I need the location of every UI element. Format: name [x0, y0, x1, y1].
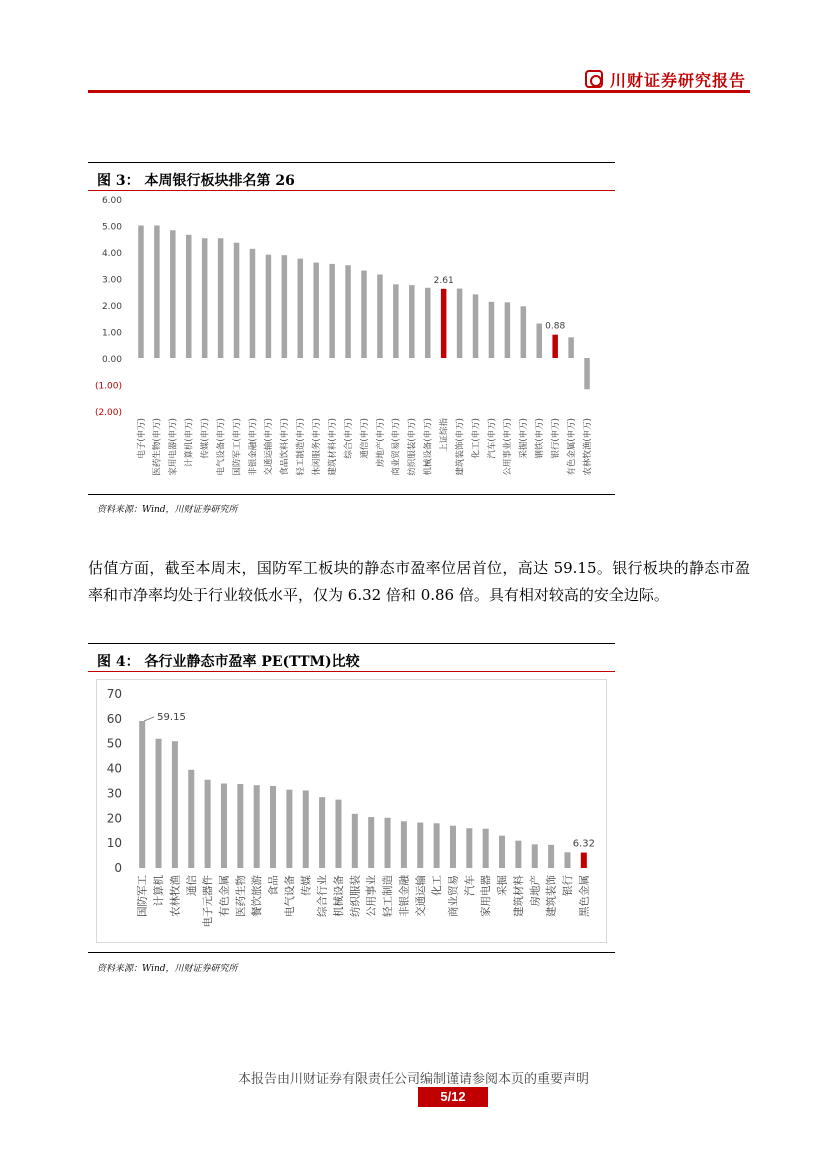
chart2-bar	[385, 818, 391, 868]
chart1-x-tick-label: 综合(申万)	[343, 418, 354, 459]
chart1-x-tick-label: 交通运输(申万)	[264, 418, 275, 476]
chart1-data-label: 2.61	[433, 275, 454, 286]
chart1-x-tick-label: 上证综指	[439, 418, 450, 453]
chart1-x-tick-label: 食品饮料(申万)	[280, 418, 291, 476]
chart1-bar	[393, 284, 399, 358]
chart2-y-tick-label: 20	[106, 811, 122, 826]
chart2-x-tick-label: 商业贸易	[447, 875, 460, 917]
chart1-x-tick-label: 公用事业(申万)	[503, 418, 514, 476]
chart1-x-tick-label: 医药生物(申万)	[152, 418, 163, 476]
chart2-x-tick-label: 食品	[267, 875, 280, 896]
figure4-source: 资料来源：Wind，川财证券研究所	[97, 964, 238, 974]
chart2-bar	[286, 790, 292, 868]
chart2-x-tick-label: 农林牧渔	[169, 875, 182, 917]
chart1-bar	[170, 230, 176, 358]
chart2-y-tick-label: 30	[106, 786, 122, 801]
chart1-bar	[345, 265, 351, 358]
chart1-bar	[361, 271, 367, 358]
chart1-y-tick-label: 0.00	[101, 355, 122, 365]
chart2-y-tick-label: 0	[114, 861, 122, 875]
chart2-bar	[466, 828, 472, 868]
figure4-chart	[96, 679, 607, 943]
chart1-bar	[218, 238, 224, 358]
chart2-x-tick-label: 轻工制造	[382, 875, 395, 917]
chart2-x-tick-label: 纺织服装	[349, 875, 362, 917]
body-paragraph: 估值方面，截至本周末，国防军工板块的静态市盈率位居首位，高达 59.15。银行板块的静态市盈率和市净率均处于行业较低水平，仅为 6.32 倍和 0.86 倍。具有相对较高的安全边际。	[88, 559, 750, 604]
chart1-bar	[441, 289, 447, 358]
chart2-bar	[335, 800, 341, 868]
chart1-x-tick-label: 传媒(申万)	[200, 418, 211, 459]
chart2-y-tick-label: 70	[106, 687, 122, 701]
chart1-bar	[473, 294, 479, 358]
chart2-x-tick-label: 医药生物	[234, 875, 247, 917]
chart1-y-tick-label: 5.00	[101, 222, 122, 233]
chart2-bar	[417, 823, 423, 868]
chart1-y-tick-label: 4.00	[101, 249, 122, 259]
chart2-bar	[499, 836, 505, 868]
figure4-top-rule	[88, 643, 615, 644]
chart2-label-leader	[144, 717, 154, 721]
chart2-bar	[581, 853, 587, 868]
chart1-y-tick-label: (1.00)	[94, 381, 122, 392]
chart2-x-tick-label: 建筑材料	[512, 875, 525, 917]
figure3-source: 资料来源：Wind，川财证券研究所	[97, 505, 238, 515]
chart2-bar	[303, 790, 309, 868]
chart2-data-label: 6.32	[572, 838, 595, 850]
chart1-x-tick-label: 非银金融(申万)	[248, 418, 259, 476]
chart1-x-tick-label: 通信(申万)	[359, 418, 370, 459]
figure4-bottom-rule	[88, 952, 615, 953]
figure3-title: 图 3： 本周银行板块排名第 26	[97, 173, 295, 189]
chart1-y-tick-label: 2.00	[101, 302, 122, 312]
chart2-bar	[532, 844, 538, 868]
chart2-x-tick-label: 有色金属	[218, 875, 231, 917]
chart2-bar	[205, 780, 211, 868]
chart1-bar	[250, 249, 256, 358]
chart2-x-tick-label: 化工	[431, 875, 444, 896]
chart1-x-tick-label: 房地产(申万)	[375, 418, 386, 468]
chart1-data-label: 0.88	[545, 321, 566, 332]
chart1-bar	[138, 226, 144, 359]
chart2-x-tick-label: 黑色金属	[578, 875, 591, 917]
chart1-bar	[234, 243, 240, 358]
chart2-x-tick-label: 国防军工	[136, 875, 149, 917]
chart2-x-tick-label: 建筑装饰	[545, 875, 558, 917]
chart2-x-tick-label: 汽车	[463, 875, 476, 896]
chart1-x-tick-label: 采掘(申万)	[519, 418, 530, 459]
chart2-x-tick-label: 电气设备	[283, 875, 296, 917]
chart1-bar	[329, 264, 335, 358]
company-logo-icon	[585, 70, 603, 88]
footer-notice: 本报告由川财证券有限责任公司编制谨请参阅本页的重要声明	[237, 1072, 589, 1087]
chart2-x-tick-label: 餐饮旅游	[251, 875, 264, 917]
chart1-bar	[425, 288, 431, 358]
chart2-x-tick-label: 银行	[561, 875, 574, 896]
page-number: 5/12	[418, 1087, 488, 1107]
chart2-bar	[401, 821, 407, 868]
chart1-bar	[313, 263, 319, 358]
chart1-x-tick-label: 有色金属(申万)	[566, 418, 577, 476]
chart1-x-tick-label: 纺织服装(申万)	[407, 418, 418, 476]
chart2-bar	[450, 826, 456, 868]
chart2-bar	[221, 783, 227, 868]
chart1-bar	[521, 306, 527, 358]
chart2-bar	[352, 814, 358, 868]
chart2-x-tick-label: 家用电器	[480, 875, 493, 917]
chart1-bar	[377, 275, 383, 358]
chart1-x-tick-label: 化工(申万)	[471, 418, 482, 459]
chart1-bar	[505, 302, 511, 358]
chart1-x-tick-label: 建筑材料(申万)	[327, 418, 338, 476]
chart1-x-tick-label: 汽车(申万)	[487, 418, 498, 459]
chart1-x-tick-label: 钢铁(申万)	[535, 418, 546, 459]
chart1-x-tick-label: 商业贸易(申万)	[391, 418, 402, 476]
chart1-x-tick-label: 家用电器(申万)	[168, 418, 179, 476]
chart1-x-tick-label: 计算机(申万)	[184, 418, 195, 468]
chart1-x-tick-label: 休闲服务(申万)	[312, 418, 323, 476]
chart2-bar	[319, 797, 325, 868]
chart2-bar	[270, 786, 276, 868]
chart1-x-tick-label: 银行(申万)	[551, 418, 562, 459]
figure3-top-rule	[88, 162, 615, 163]
chart2-bar	[548, 845, 554, 868]
chart1-bar	[202, 238, 208, 358]
chart2-x-tick-label: 计算机	[153, 875, 166, 907]
figure4-title: 图 4： 各行业静态市盈率 PE(TTM)比较	[97, 654, 360, 670]
chart2-bar	[254, 785, 260, 868]
chart2-bar	[483, 829, 489, 868]
chart2-x-tick-label: 房地产	[529, 875, 542, 907]
chart1-x-tick-label: 轻工制造(申万)	[296, 418, 307, 476]
chart2-y-tick-label: 50	[106, 736, 122, 751]
chart1-bar	[489, 302, 495, 358]
chart1-x-tick-label: 电气设备(申万)	[216, 418, 227, 476]
chart1-bar	[409, 285, 415, 358]
chart1-y-tick-label: 1.00	[101, 328, 122, 339]
figure4-title-rule	[88, 671, 615, 672]
chart1-x-tick-label: 农林牧渔(申万)	[582, 418, 593, 476]
chart2-data-label: 59.15	[157, 711, 186, 723]
figure3-chart	[88, 192, 615, 494]
chart2-x-tick-label: 传媒	[300, 875, 313, 896]
chart2-bar	[156, 739, 162, 868]
chart1-bar	[282, 255, 288, 358]
chart1-y-tick-label: (2.00)	[94, 408, 122, 418]
chart2-x-tick-label: 机械设备	[332, 875, 345, 917]
chart2-x-tick-label: 采掘	[496, 875, 509, 896]
chart1-bar	[457, 289, 463, 358]
chart2-bar	[172, 741, 178, 868]
chart1-bar	[186, 235, 192, 358]
chart2-bar	[564, 852, 570, 868]
chart1-x-tick-label: 建筑装饰(申万)	[455, 418, 466, 476]
chart2-y-tick-label: 10	[106, 836, 122, 851]
chart1-bar	[154, 226, 160, 359]
chart1-bar	[536, 324, 542, 358]
chart2-y-tick-label: 60	[106, 711, 122, 726]
chart1-bar	[552, 335, 558, 358]
chart2-x-tick-label: 交通运输	[414, 875, 427, 917]
chart2-bar	[368, 817, 374, 868]
chart2-x-tick-label: 电子元器件	[202, 875, 215, 928]
header-rule	[88, 90, 750, 93]
header-company-name: 川财证券研究报告	[610, 71, 747, 90]
chart1-x-tick-label: 机械设备(申万)	[423, 418, 434, 476]
chart2-bar	[434, 823, 440, 868]
chart2-bar	[188, 770, 194, 868]
chart1-y-tick-label: 6.00	[101, 196, 122, 206]
chart1-bar	[298, 259, 304, 358]
chart2-x-tick-label: 通信	[185, 875, 198, 896]
chart2-bar	[139, 721, 145, 868]
chart2-x-tick-label: 公用事业	[365, 875, 378, 917]
chart2-x-tick-label: 非银金融	[398, 875, 411, 917]
chart1-bar	[584, 358, 590, 389]
chart2-y-tick-label: 40	[106, 761, 122, 776]
chart1-y-tick-label: 3.00	[101, 275, 122, 286]
chart1-bar	[568, 337, 574, 358]
chart2-bar	[237, 784, 243, 868]
chart1-bar	[266, 255, 272, 358]
chart2-x-tick-label: 综合行业	[316, 875, 329, 917]
chart1-x-tick-label: 国防军工(申万)	[232, 418, 243, 476]
figure3-title-rule	[88, 190, 615, 191]
chart1-x-tick-label: 电子(申万)	[136, 418, 147, 459]
figure3-bottom-rule	[88, 494, 615, 495]
chart2-bar	[515, 841, 521, 868]
